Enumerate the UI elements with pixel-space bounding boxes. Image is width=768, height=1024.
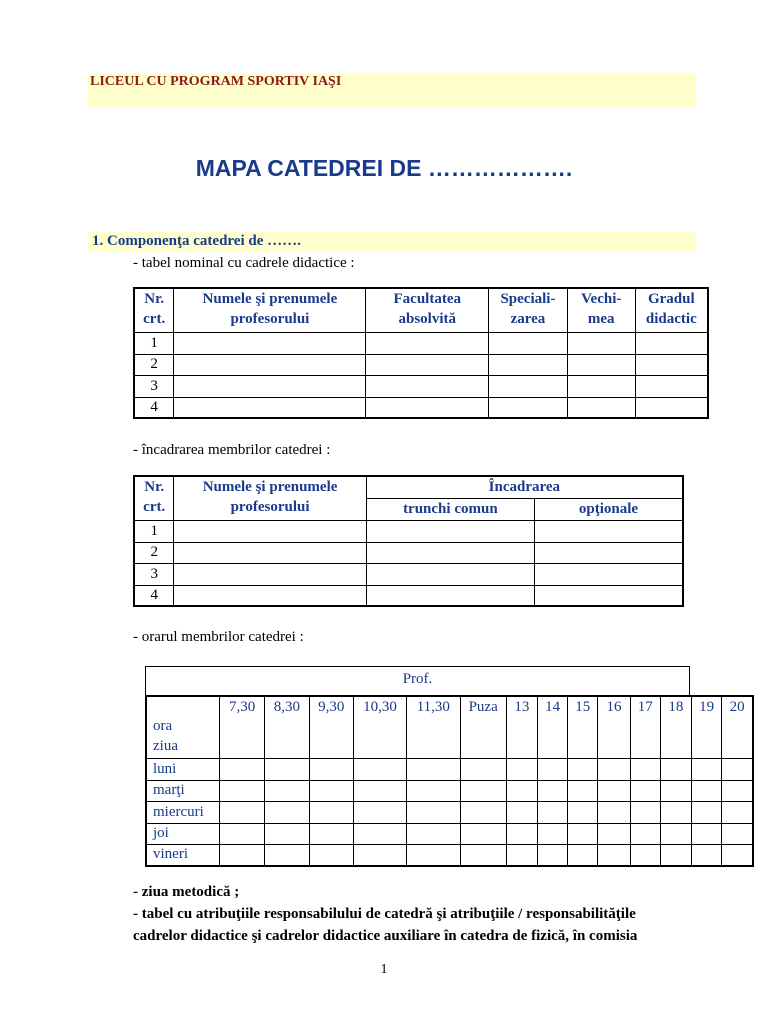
- table-row: [134, 563, 683, 585]
- hour-cell: 9,30: [309, 696, 353, 758]
- table-row: [134, 375, 708, 397]
- hour-cell: 11,30: [407, 696, 460, 758]
- table-row: [146, 758, 753, 780]
- ora-label: ora: [153, 718, 173, 734]
- row-number: 3: [134, 563, 174, 585]
- section-heading: 1. Componenţa catedrei de …….: [88, 232, 696, 252]
- hour-cell: 20: [722, 696, 753, 758]
- col-vechimea: Vechi-mea: [567, 288, 635, 332]
- row-number: 1: [134, 520, 174, 542]
- atributii-line-2: cadrelor didactice şi cadrelor didactice auxiliare în catedra de fizică, în comisia: [133, 928, 638, 944]
- hour-cell: 17: [630, 696, 660, 758]
- table-row: [134, 542, 683, 563]
- hour-cell: 13: [506, 696, 537, 758]
- hour-cell: 19: [691, 696, 721, 758]
- hour-cell: 16: [598, 696, 630, 758]
- col-facultatea: Facultatea absolvită: [366, 288, 489, 332]
- day-cell: vineri: [146, 844, 219, 866]
- col-nume-prenume: Numele şi prenumele profesorului: [174, 288, 366, 332]
- col-nr-crt: Nr. crt.: [134, 288, 174, 332]
- col-nr-crt: Nr. crt.: [134, 476, 174, 520]
- hour-cell: 8,30: [265, 696, 309, 758]
- tabel-nominal-label: - tabel nominal cu cadrele didactice :: [133, 255, 355, 271]
- table-row: [134, 397, 708, 418]
- ziua-metodica-line: - ziua metodică ;: [133, 884, 240, 900]
- table-row: [134, 520, 683, 542]
- ora-ziua-cell: [146, 696, 219, 758]
- page-number: 1: [380, 962, 388, 977]
- table-row: [146, 823, 753, 844]
- ziua-label: ziua: [153, 738, 178, 754]
- day-cell: luni: [146, 758, 219, 780]
- orarul-label: - orarul membrilor catedrei :: [133, 629, 304, 645]
- assignment-table: [133, 475, 684, 607]
- col-trunchi-comun: trunchi comun: [366, 498, 534, 520]
- day-cell: miercuri: [146, 801, 219, 823]
- page-title: MAPA CATEDREI DE ……………….: [195, 155, 573, 181]
- row-number: 4: [134, 397, 174, 418]
- row-number: 2: [134, 354, 174, 375]
- day-cell: marţi: [146, 780, 219, 801]
- day-cell: joi: [146, 823, 219, 844]
- col-specializarea: Speciali-zarea: [489, 288, 568, 332]
- row-number: 3: [134, 375, 174, 397]
- row-number: 4: [134, 585, 174, 606]
- hour-cell: 10,30: [353, 696, 406, 758]
- col-optionale: opţionale: [535, 498, 684, 520]
- hour-cell: 15: [568, 696, 598, 758]
- prof-label: Prof.: [402, 671, 433, 687]
- prof-header: [145, 666, 690, 695]
- table-row: [146, 780, 753, 801]
- col-nume-prenume: Numele şi prenumele profesorului: [174, 476, 366, 520]
- table-row: [146, 801, 753, 823]
- schedule-table: [145, 695, 754, 867]
- hour-cell: Puza: [460, 696, 506, 758]
- hour-cell: 7,30: [219, 696, 264, 758]
- atributii-line-1: - tabel cu atribuţiile responsabilului de catedră şi atribuţiile / responsabilităţile: [133, 906, 636, 922]
- incadrarea-label: - încadrarea membrilor catedrei :: [133, 442, 331, 458]
- table-row: [134, 332, 708, 354]
- table-row: [134, 354, 708, 375]
- row-number: 1: [134, 332, 174, 354]
- row-number: 2: [134, 542, 174, 563]
- hour-cell: 14: [538, 696, 568, 758]
- table-row: [134, 585, 683, 606]
- col-incadrarea: Încadrarea: [366, 476, 683, 498]
- staff-table: [133, 287, 709, 419]
- hour-cell: 18: [660, 696, 691, 758]
- table-row: [146, 844, 753, 866]
- col-gradul-didactic: Gradul didactic: [635, 288, 708, 332]
- school-name: LICEUL CU PROGRAM SPORTIV IAŞI: [88, 73, 696, 108]
